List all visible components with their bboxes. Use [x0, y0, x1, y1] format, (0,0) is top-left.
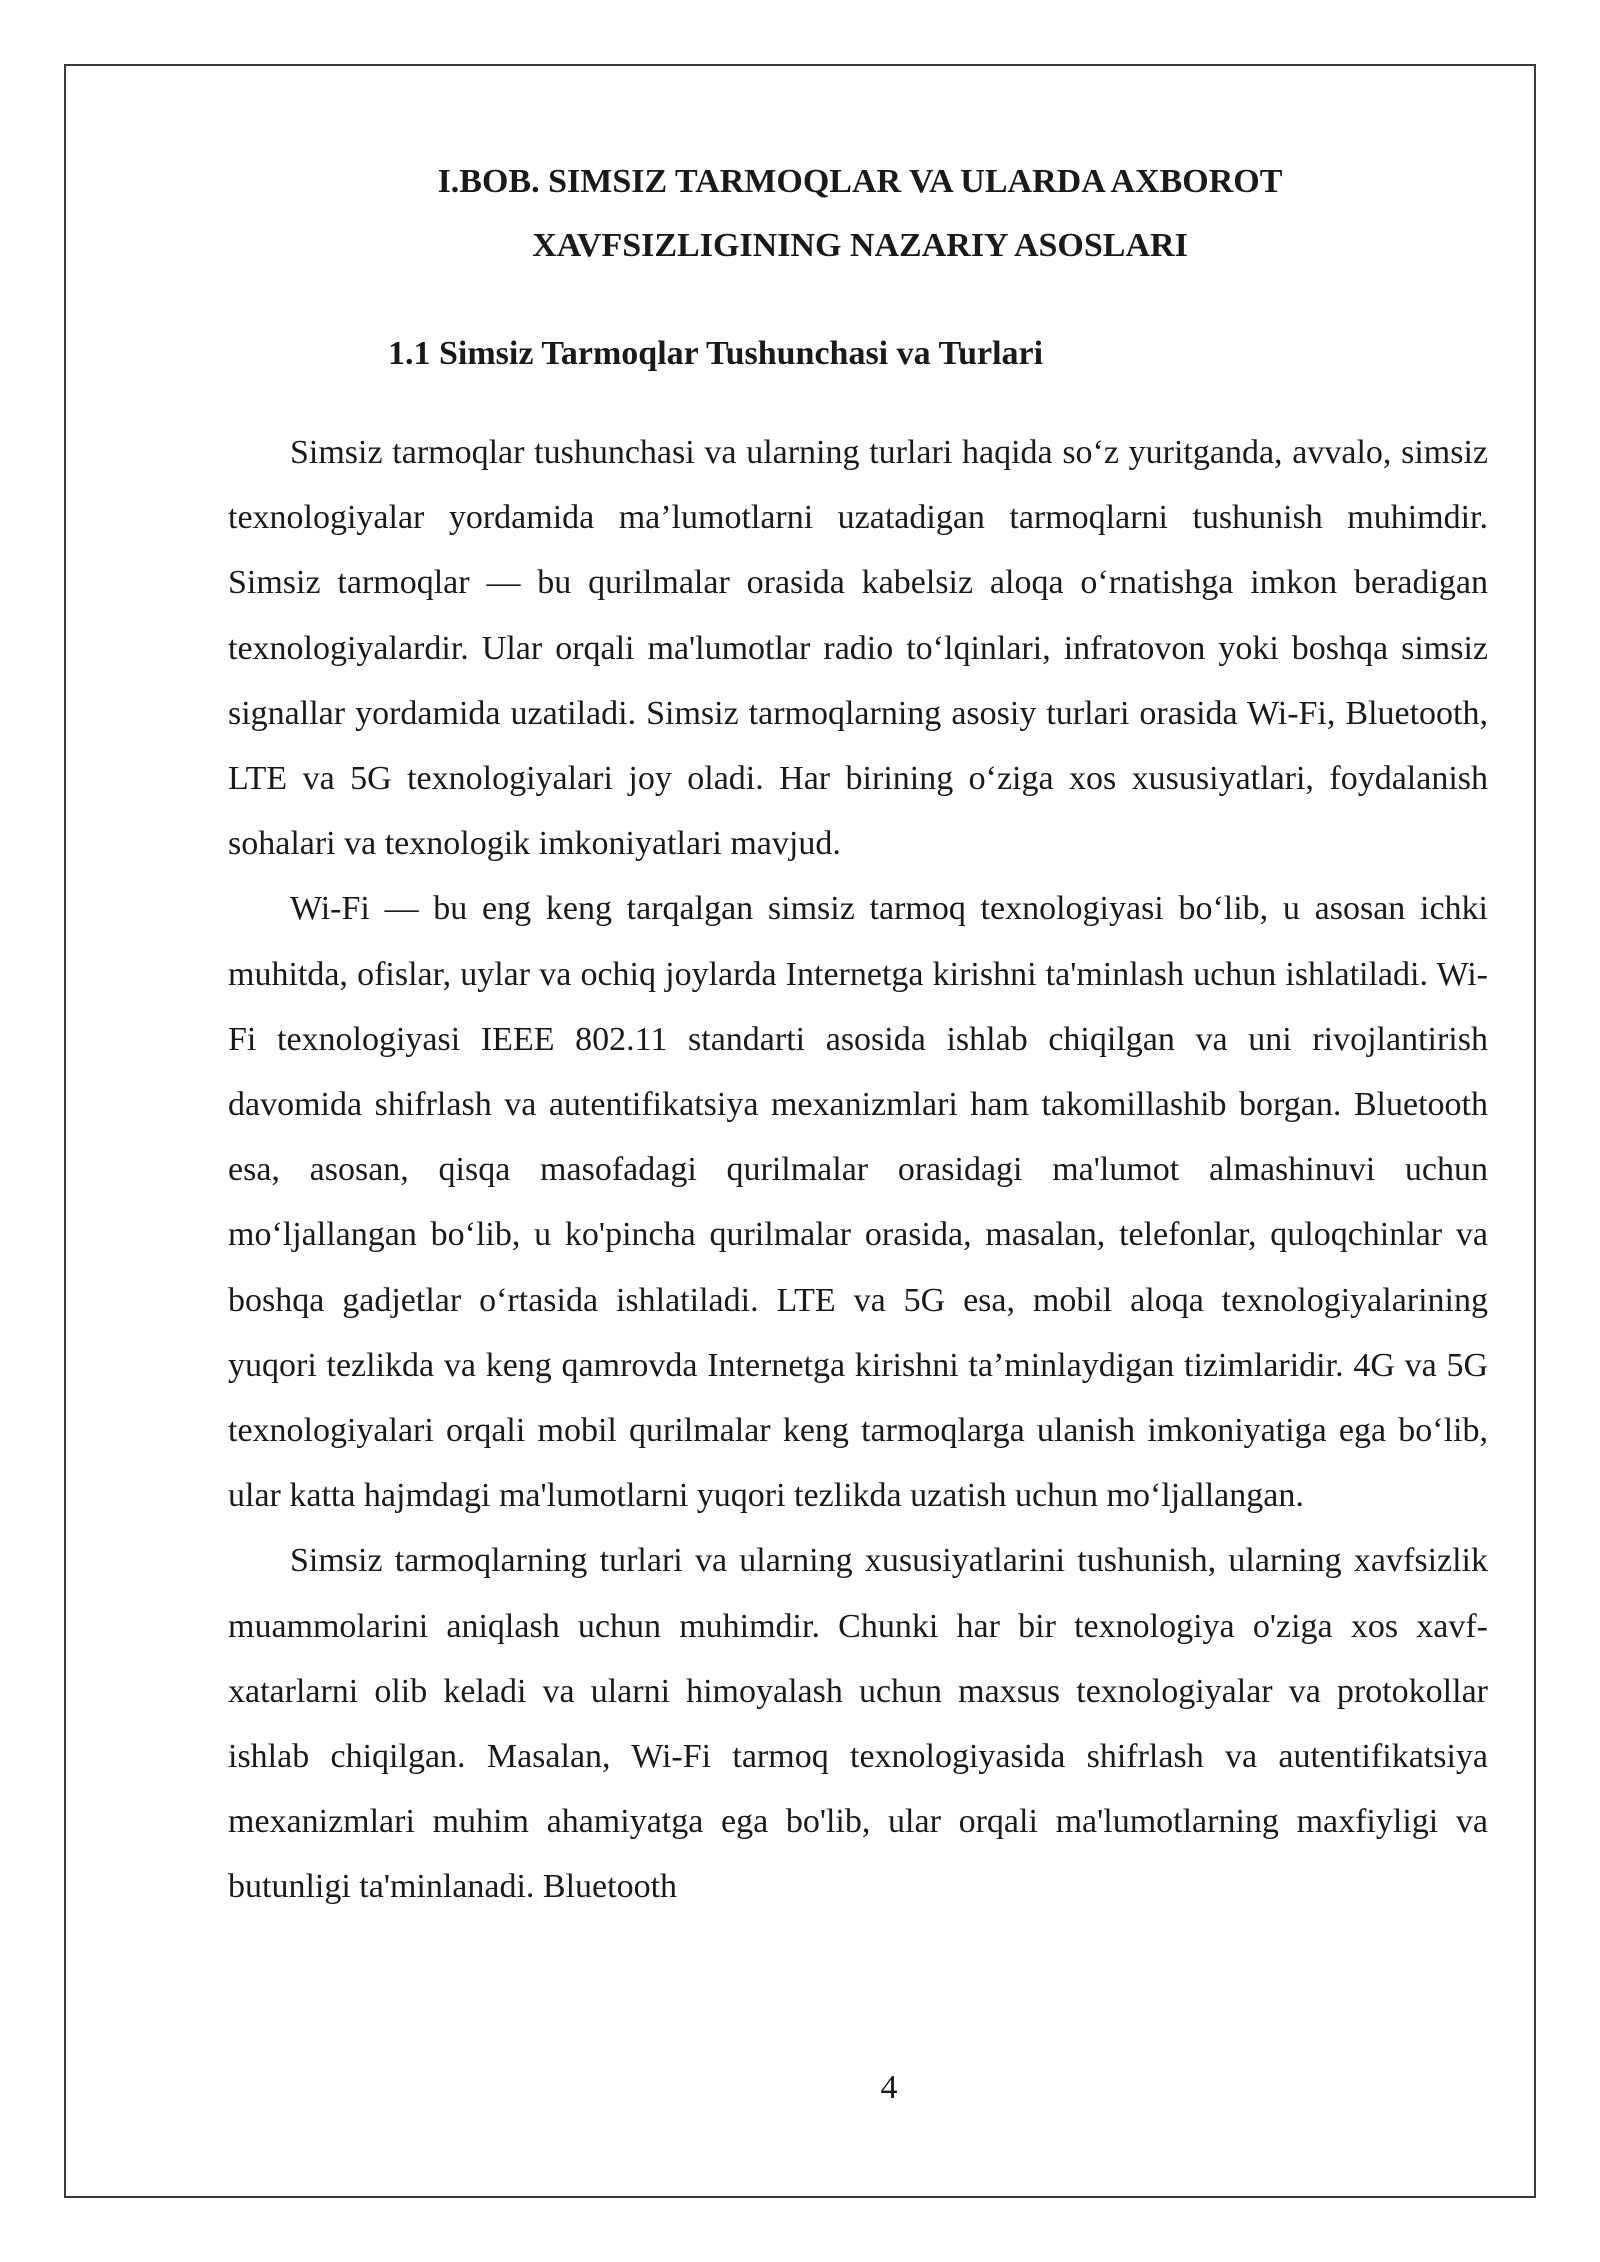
body-text — [228, 420, 1488, 1920]
paragraph-2: Wi-Fi — bu eng keng tarqalgan simsiz tarmoq texnologiyasi bo‘lib, u asosan ichki muhitda, ofislar, uylar va ochiq joylarda Internetga kirishni ta'minlash uchun ishlatiladi. Wi-Fi texnologiyasi IEEE 802.11 standarti asosida ishlab chiqilgan va uni rivojlantirish davomida shifrlash va autentifikatsiya mexanizmlari ham takomillashib borgan. Bluetooth esa, asosan, qisqa masofadagi qurilmalar orasidagi ma'lumot almashinuvi uchun mo‘ljallangan bo‘lib, u ko'pincha qurilmalar orasida, masalan, telefonlar, quloqchinlar va boshqa gadjetlar o‘rtasida ishlatiladi. LTE va 5G esa, mobil aloqa texnologiyalarining yuqori tezlikda va keng qamrovda Internetga kirishni ta’minlaydigan tizimlaridir. 4G va 5G texnologiyalari orqali mobil qurilmalar keng tarmoqlarga ulanish imkoniyatiga ega bo‘lib, ular katta hajmdagi ma'lumotlarni yuqori tezlikda uzatish uchun mo‘ljallangan. — [228, 890, 1488, 1515]
chapter-title-line-2: XAVFSIZLIGINING NAZARIY ASOSLARI — [532, 227, 1188, 264]
chapter-title-line-1: I.BOB. SIMSIZ TARMOQLAR VA ULARDA AXBOROT — [437, 163, 1283, 200]
paragraph-1: Simsiz tarmoqlar tushunchasi va ularning turlari haqida so‘z yuritganda, avvalo, simsiz texnologiyalar yordamida ma’lumotlarni uzatadigan tarmoqlarni tushunish muhimdir. Simsiz tarmoqlar — bu qurilmalar orasida kabelsiz aloqa o‘rnatishga imkon beradigan texnologiyalardir. Ular orqali ma'lumotlar radio to‘lqinlari, infratovon yoki boshqa simsiz signallar yordamida uzatiladi. Simsiz tarmoqlarning asosiy turlari orasida Wi-Fi, Bluetooth, LTE va 5G texnologiyalari joy oladi. Har birining o‘ziga xos xususiyatlari, foydalanish sohalari va texnologik imkoniyatlari mavjud. — [228, 434, 1488, 863]
page-number: 4 — [880, 2069, 898, 2106]
section-title: 1.1 Simsiz Tarmoqlar Tushunchasi va Turlari — [388, 335, 1044, 372]
paragraph-3: Simsiz tarmoqlarning turlari va ularning xususiyatlarini tushunish, ularning xavfsizlik muammolarini aniqlash uchun muhimdir. Chunki har bir texnologiya o'ziga xos xavf-xatarlarni olib keladi va ularni himoyalash uchun maxsus texnologiyalar va protokollar ishlab chiqilgan. Masalan, Wi-Fi tarmoq texnologiyasida shifrlash va autentifikatsiya mexanizmlari muhim ahamiyatga ega bo'lib, ular orqali ma'lumotlarning maxfiyligi va butunligi ta'minlanadi. Bluetooth — [228, 1542, 1488, 1906]
chapter-title — [228, 150, 1492, 278]
